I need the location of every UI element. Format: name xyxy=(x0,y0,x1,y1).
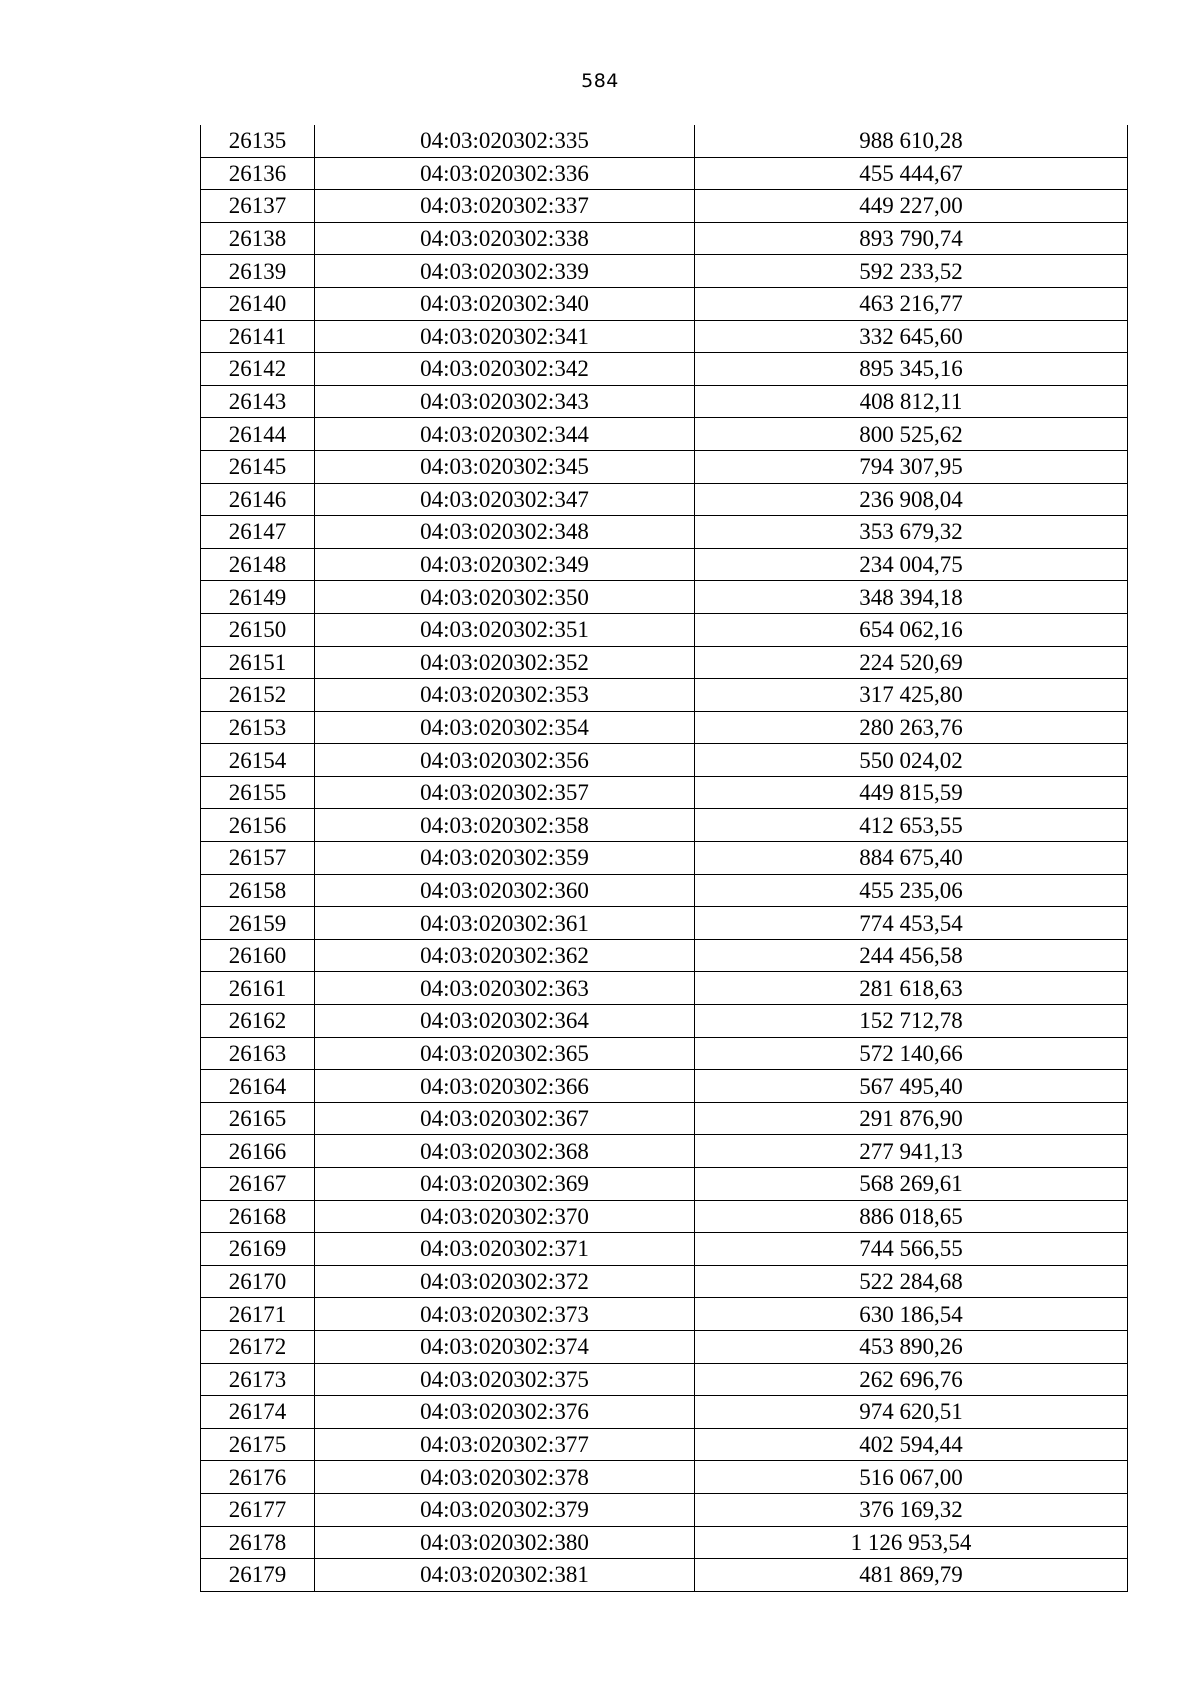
row-number-cell: 26179 xyxy=(201,1559,315,1592)
value-cell: 974 620,51 xyxy=(695,1396,1128,1429)
row-number-cell: 26148 xyxy=(201,548,315,581)
cadastral-number-cell: 04:03:020302:380 xyxy=(315,1526,695,1559)
table-row xyxy=(201,972,1128,1005)
cadastral-number-cell: 04:03:020302:363 xyxy=(315,972,695,1005)
cadastral-number-cell: 04:03:020302:343 xyxy=(315,385,695,418)
value-cell: 1 126 953,54 xyxy=(695,1526,1128,1559)
row-number-cell: 26141 xyxy=(201,320,315,353)
row-number-cell: 26172 xyxy=(201,1330,315,1363)
table-row xyxy=(201,613,1128,646)
row-number-cell: 26160 xyxy=(201,939,315,972)
row-number-cell: 26173 xyxy=(201,1363,315,1396)
value-cell: 481 869,79 xyxy=(695,1559,1128,1592)
row-number-cell: 26164 xyxy=(201,1070,315,1103)
row-number-cell: 26151 xyxy=(201,646,315,679)
table-row xyxy=(201,1265,1128,1298)
cadastral-number-cell: 04:03:020302:357 xyxy=(315,776,695,809)
cadastral-number-cell: 04:03:020302:345 xyxy=(315,450,695,483)
value-cell: 449 227,00 xyxy=(695,190,1128,223)
cadastral-number-cell: 04:03:020302:361 xyxy=(315,907,695,940)
cadastral-number-cell: 04:03:020302:347 xyxy=(315,483,695,516)
value-cell: 236 908,04 xyxy=(695,483,1128,516)
table-row xyxy=(201,581,1128,614)
cadastral-number-cell: 04:03:020302:370 xyxy=(315,1200,695,1233)
table-row xyxy=(201,1461,1128,1494)
cadastral-number-cell: 04:03:020302:337 xyxy=(315,190,695,223)
row-number-cell: 26162 xyxy=(201,1005,315,1038)
value-cell: 455 235,06 xyxy=(695,874,1128,907)
table-row xyxy=(201,809,1128,842)
value-cell: 317 425,80 xyxy=(695,679,1128,712)
table-row xyxy=(201,1363,1128,1396)
row-number-cell: 26158 xyxy=(201,874,315,907)
table-row xyxy=(201,255,1128,288)
table-row xyxy=(201,1037,1128,1070)
cadastral-number-cell: 04:03:020302:373 xyxy=(315,1298,695,1331)
row-number-cell: 26174 xyxy=(201,1396,315,1429)
value-cell: 332 645,60 xyxy=(695,320,1128,353)
row-number-cell: 26159 xyxy=(201,907,315,940)
cadastral-number-cell: 04:03:020302:359 xyxy=(315,842,695,875)
value-cell: 893 790,74 xyxy=(695,222,1128,255)
value-cell: 550 024,02 xyxy=(695,744,1128,777)
row-number-cell: 26167 xyxy=(201,1168,315,1201)
row-number-cell: 26166 xyxy=(201,1135,315,1168)
value-cell: 774 453,54 xyxy=(695,907,1128,940)
value-cell: 895 345,16 xyxy=(695,353,1128,386)
cadastral-number-cell: 04:03:020302:339 xyxy=(315,255,695,288)
row-number-cell: 26149 xyxy=(201,581,315,614)
cadastral-number-cell: 04:03:020302:362 xyxy=(315,939,695,972)
value-cell: 449 815,59 xyxy=(695,776,1128,809)
row-number-cell: 26170 xyxy=(201,1265,315,1298)
row-number-cell: 26136 xyxy=(201,157,315,190)
row-number-cell: 26168 xyxy=(201,1200,315,1233)
table-row xyxy=(201,287,1128,320)
cadastral-value-table xyxy=(200,125,1128,1592)
cadastral-number-cell: 04:03:020302:367 xyxy=(315,1102,695,1135)
value-cell: 630 186,54 xyxy=(695,1298,1128,1331)
table-row xyxy=(201,1559,1128,1592)
table-row xyxy=(201,1102,1128,1135)
cadastral-number-cell: 04:03:020302:335 xyxy=(315,125,695,157)
cadastral-number-cell: 04:03:020302:377 xyxy=(315,1428,695,1461)
table-row xyxy=(201,1168,1128,1201)
table-row xyxy=(201,385,1128,418)
value-cell: 152 712,78 xyxy=(695,1005,1128,1038)
row-number-cell: 26139 xyxy=(201,255,315,288)
row-number-cell: 26145 xyxy=(201,450,315,483)
table-row xyxy=(201,907,1128,940)
value-cell: 463 216,77 xyxy=(695,287,1128,320)
cadastral-number-cell: 04:03:020302:352 xyxy=(315,646,695,679)
cadastral-number-cell: 04:03:020302:354 xyxy=(315,711,695,744)
value-cell: 886 018,65 xyxy=(695,1200,1128,1233)
cadastral-number-cell: 04:03:020302:344 xyxy=(315,418,695,451)
value-cell: 234 004,75 xyxy=(695,548,1128,581)
row-number-cell: 26153 xyxy=(201,711,315,744)
cadastral-number-cell: 04:03:020302:379 xyxy=(315,1493,695,1526)
value-cell: 281 618,63 xyxy=(695,972,1128,1005)
row-number-cell: 26147 xyxy=(201,516,315,549)
value-cell: 376 169,32 xyxy=(695,1493,1128,1526)
table-row xyxy=(201,1135,1128,1168)
table-row xyxy=(201,1298,1128,1331)
value-cell: 353 679,32 xyxy=(695,516,1128,549)
row-number-cell: 26176 xyxy=(201,1461,315,1494)
table-row xyxy=(201,744,1128,777)
cadastral-number-cell: 04:03:020302:369 xyxy=(315,1168,695,1201)
row-number-cell: 26161 xyxy=(201,972,315,1005)
value-cell: 794 307,95 xyxy=(695,450,1128,483)
row-number-cell: 26171 xyxy=(201,1298,315,1331)
table-row xyxy=(201,939,1128,972)
row-number-cell: 26156 xyxy=(201,809,315,842)
row-number-cell: 26169 xyxy=(201,1233,315,1266)
row-number-cell: 26150 xyxy=(201,613,315,646)
table-row xyxy=(201,776,1128,809)
value-cell: 408 812,11 xyxy=(695,385,1128,418)
value-cell: 291 876,90 xyxy=(695,1102,1128,1135)
value-cell: 744 566,55 xyxy=(695,1233,1128,1266)
table-row xyxy=(201,1493,1128,1526)
table-row xyxy=(201,1070,1128,1103)
value-cell: 455 444,67 xyxy=(695,157,1128,190)
cadastral-number-cell: 04:03:020302:374 xyxy=(315,1330,695,1363)
value-cell: 453 890,26 xyxy=(695,1330,1128,1363)
table-row xyxy=(201,1233,1128,1266)
cadastral-number-cell: 04:03:020302:351 xyxy=(315,613,695,646)
value-cell: 516 067,00 xyxy=(695,1461,1128,1494)
table-row xyxy=(201,1526,1128,1559)
value-cell: 224 520,69 xyxy=(695,646,1128,679)
value-cell: 568 269,61 xyxy=(695,1168,1128,1201)
table-row xyxy=(201,1200,1128,1233)
table-row xyxy=(201,1330,1128,1363)
row-number-cell: 26154 xyxy=(201,744,315,777)
value-cell: 522 284,68 xyxy=(695,1265,1128,1298)
table-row xyxy=(201,1428,1128,1461)
table-row xyxy=(201,353,1128,386)
value-cell: 348 394,18 xyxy=(695,581,1128,614)
cadastral-number-cell: 04:03:020302:356 xyxy=(315,744,695,777)
cadastral-number-cell: 04:03:020302:358 xyxy=(315,809,695,842)
value-cell: 412 653,55 xyxy=(695,809,1128,842)
cadastral-number-cell: 04:03:020302:338 xyxy=(315,222,695,255)
table-row xyxy=(201,450,1128,483)
table-body xyxy=(201,125,1128,1591)
table-row xyxy=(201,548,1128,581)
value-cell: 277 941,13 xyxy=(695,1135,1128,1168)
value-cell: 988 610,28 xyxy=(695,125,1128,157)
table-row xyxy=(201,679,1128,712)
row-number-cell: 26144 xyxy=(201,418,315,451)
cadastral-number-cell: 04:03:020302:348 xyxy=(315,516,695,549)
value-cell: 654 062,16 xyxy=(695,613,1128,646)
cadastral-number-cell: 04:03:020302:342 xyxy=(315,353,695,386)
row-number-cell: 26143 xyxy=(201,385,315,418)
table-row xyxy=(201,646,1128,679)
table-row xyxy=(201,157,1128,190)
cadastral-number-cell: 04:03:020302:350 xyxy=(315,581,695,614)
table-row xyxy=(201,320,1128,353)
row-number-cell: 26175 xyxy=(201,1428,315,1461)
value-cell: 280 263,76 xyxy=(695,711,1128,744)
row-number-cell: 26163 xyxy=(201,1037,315,1070)
cadastral-number-cell: 04:03:020302:376 xyxy=(315,1396,695,1429)
cadastral-number-cell: 04:03:020302:371 xyxy=(315,1233,695,1266)
table-row xyxy=(201,516,1128,549)
row-number-cell: 26135 xyxy=(201,125,315,157)
cadastral-number-cell: 04:03:020302:360 xyxy=(315,874,695,907)
table-row xyxy=(201,711,1128,744)
table-row xyxy=(201,842,1128,875)
value-cell: 567 495,40 xyxy=(695,1070,1128,1103)
row-number-cell: 26140 xyxy=(201,287,315,320)
row-number-cell: 26155 xyxy=(201,776,315,809)
row-number-cell: 26177 xyxy=(201,1493,315,1526)
cadastral-value-table-container xyxy=(200,125,1128,1592)
cadastral-number-cell: 04:03:020302:375 xyxy=(315,1363,695,1396)
value-cell: 244 456,58 xyxy=(695,939,1128,972)
page-number: 584 xyxy=(581,70,619,92)
row-number-cell: 26152 xyxy=(201,679,315,712)
row-number-cell: 26178 xyxy=(201,1526,315,1559)
cadastral-number-cell: 04:03:020302:353 xyxy=(315,679,695,712)
value-cell: 800 525,62 xyxy=(695,418,1128,451)
cadastral-number-cell: 04:03:020302:381 xyxy=(315,1559,695,1592)
table-row xyxy=(201,1396,1128,1429)
row-number-cell: 26137 xyxy=(201,190,315,223)
table-row xyxy=(201,190,1128,223)
table-row xyxy=(201,874,1128,907)
cadastral-number-cell: 04:03:020302:366 xyxy=(315,1070,695,1103)
cadastral-number-cell: 04:03:020302:378 xyxy=(315,1461,695,1494)
table-row xyxy=(201,222,1128,255)
table-row xyxy=(201,418,1128,451)
value-cell: 592 233,52 xyxy=(695,255,1128,288)
cadastral-number-cell: 04:03:020302:349 xyxy=(315,548,695,581)
row-number-cell: 26157 xyxy=(201,842,315,875)
row-number-cell: 26146 xyxy=(201,483,315,516)
table-row xyxy=(201,125,1128,157)
cadastral-number-cell: 04:03:020302:372 xyxy=(315,1265,695,1298)
value-cell: 572 140,66 xyxy=(695,1037,1128,1070)
cadastral-number-cell: 04:03:020302:365 xyxy=(315,1037,695,1070)
cadastral-number-cell: 04:03:020302:368 xyxy=(315,1135,695,1168)
cadastral-number-cell: 04:03:020302:340 xyxy=(315,287,695,320)
row-number-cell: 26138 xyxy=(201,222,315,255)
table-row xyxy=(201,483,1128,516)
row-number-cell: 26165 xyxy=(201,1102,315,1135)
value-cell: 402 594,44 xyxy=(695,1428,1128,1461)
value-cell: 262 696,76 xyxy=(695,1363,1128,1396)
table-row xyxy=(201,1005,1128,1038)
value-cell: 884 675,40 xyxy=(695,842,1128,875)
cadastral-number-cell: 04:03:020302:364 xyxy=(315,1005,695,1038)
row-number-cell: 26142 xyxy=(201,353,315,386)
cadastral-number-cell: 04:03:020302:341 xyxy=(315,320,695,353)
cadastral-number-cell: 04:03:020302:336 xyxy=(315,157,695,190)
